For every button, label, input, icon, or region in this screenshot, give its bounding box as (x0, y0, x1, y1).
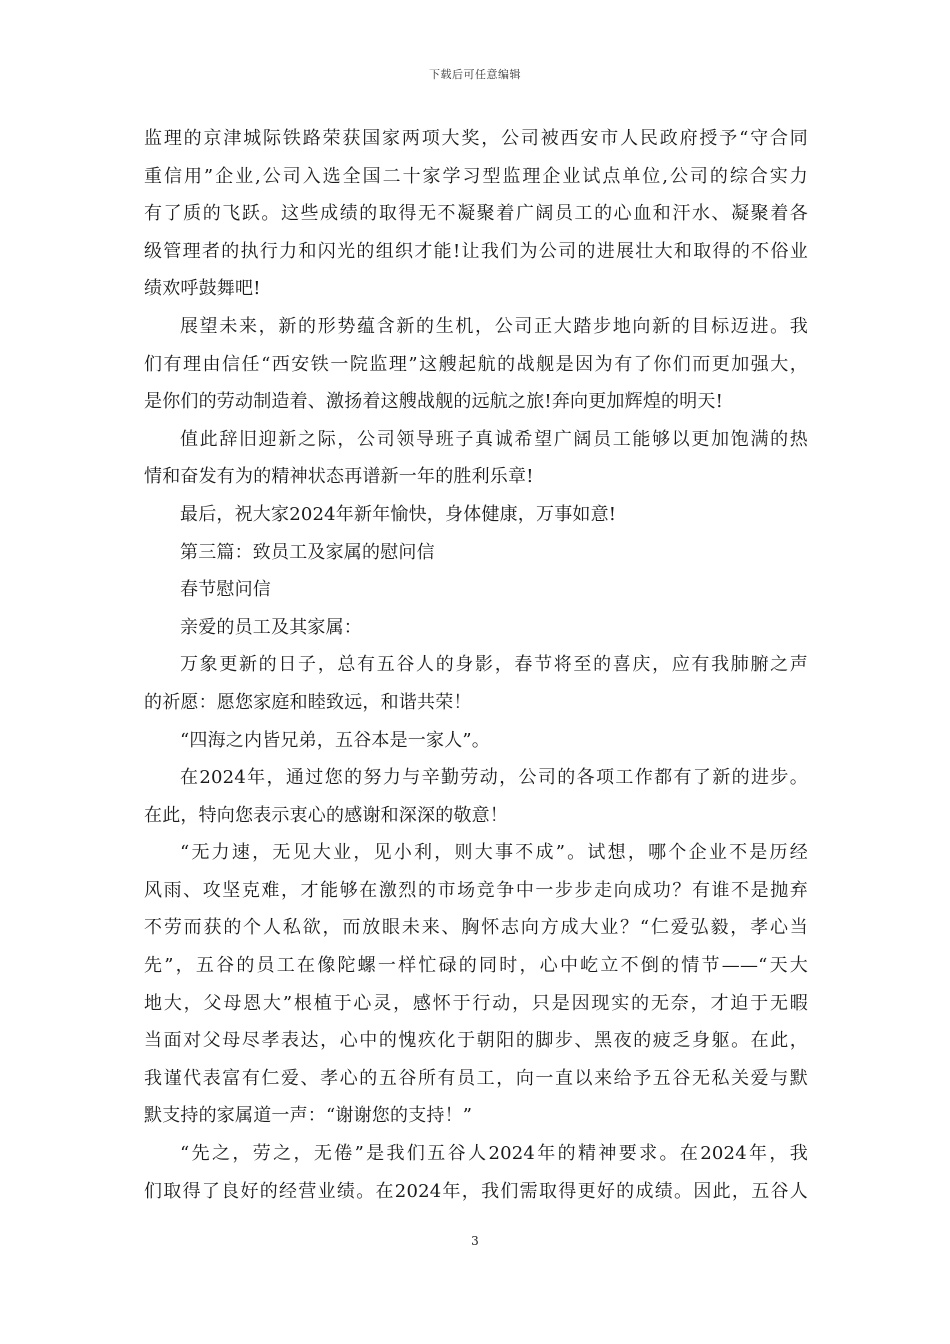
text-line: 重信用”企业,公司入选全国二十家学习型监理企业试点单位,公司的综合实力 (144, 165, 808, 187)
page-number: 3 (471, 1234, 479, 1248)
text-line: “四海之内皆兄弟，五谷本是一家人”。 (180, 729, 491, 751)
text-line: 级管理者的执行力和闪光的组织才能!让我们为公司的进展壮大和取得的不俗业 (144, 240, 808, 262)
text-line: 当面对父母尽孝表达，心中的愧疚化于朝阳的脚步、黑夜的疲乏身躯。在此， (144, 1030, 808, 1052)
text-line: 我谨代表富有仁爱、孝心的五谷所有员工，向一直以来给予五谷无私关爱与默 (144, 1067, 808, 1089)
text-line: 们有理由信任“西安铁一院监理”这艘起航的战舰是因为有了你们而更加强大， (144, 353, 808, 375)
text-line: 的祈愿：愿您家庭和睦致远，和谐共荣！ (144, 691, 472, 713)
text-line: 是你们的劳动制造着、激扬着这艘战舰的远航之旅!奔向更加辉煌的明天! (144, 391, 724, 413)
text-line: 情和奋发有为的精神状态再谱新一年的胜利乐章! (144, 466, 534, 488)
text-line: 不劳而获的个人私欲，而放眼未来、胸怀志向方成大业？“仁爱弘毅，孝心当 (144, 917, 808, 939)
text-line: 有了质的飞跃。这些成绩的取得无不凝聚着广阔员工的心血和汗水、凝聚着各 (144, 203, 808, 225)
page-header: 下载后可任意编辑 (429, 68, 521, 81)
text-line: 春节慰问信 (180, 579, 271, 601)
text-line: 监理的京津城际铁路荣获国家两项大奖，公司被西安市人民政府授予“守合同 (144, 128, 808, 149)
text-line: 展望未来，新的形势蕴含新的生机，公司正大踏步地向新的目标迈进。我 (180, 315, 808, 337)
text-line: 在2024年，通过您的努力与辛勤劳动，公司的各项工作都有了新的进步。 (180, 767, 808, 789)
text-line: 第三篇：致员工及家属的慰问信 (180, 541, 435, 563)
text-line: 们取得了良好的经营业绩。在2024年，我们需取得更好的成绩。因此，五谷人 (144, 1180, 808, 1202)
document-body (144, 120, 808, 1210)
text-line: “无力速，无见大业，见小利，则大事不成”。试想，哪个企业不是历经 (180, 842, 808, 864)
text-line: 亲爱的员工及其家属： (180, 616, 362, 638)
text-line: 风雨、攻坚克难，才能够在激烈的市场竞争中一步步走向成功？有谁不是抛弃 (144, 879, 808, 901)
text-line: “先之，劳之，无倦”是我们五谷人2024年的精神要求。在2024年，我 (180, 1143, 808, 1165)
text-line: 地大，父母恩大”根植于心灵，感怀于行动，只是因现实的无奈，才迫于无暇 (144, 992, 808, 1014)
text-line: 先”，五谷的员工在像陀螺一样忙碌的同时，心中屹立不倒的情节——“天大 (144, 955, 808, 977)
text-line: 最后，祝大家2024年新年愉快，身体健康，万事如意! (180, 503, 617, 525)
text-line: 在此，特向您表示衷心的感谢和深深的敬意！ (144, 804, 508, 826)
text-line: 绩欢呼鼓舞吧! (144, 278, 261, 300)
text-line: 值此辞旧迎新之际，公司领导班子真诚希望广阔员工能够以更加饱满的热 (180, 428, 808, 450)
text-line: 默支持的家属道一声：“谢谢您的支持！” (144, 1105, 473, 1127)
text-line: 万象更新的日子，总有五谷人的身影，春节将至的喜庆，应有我肺腑之声 (180, 654, 808, 676)
